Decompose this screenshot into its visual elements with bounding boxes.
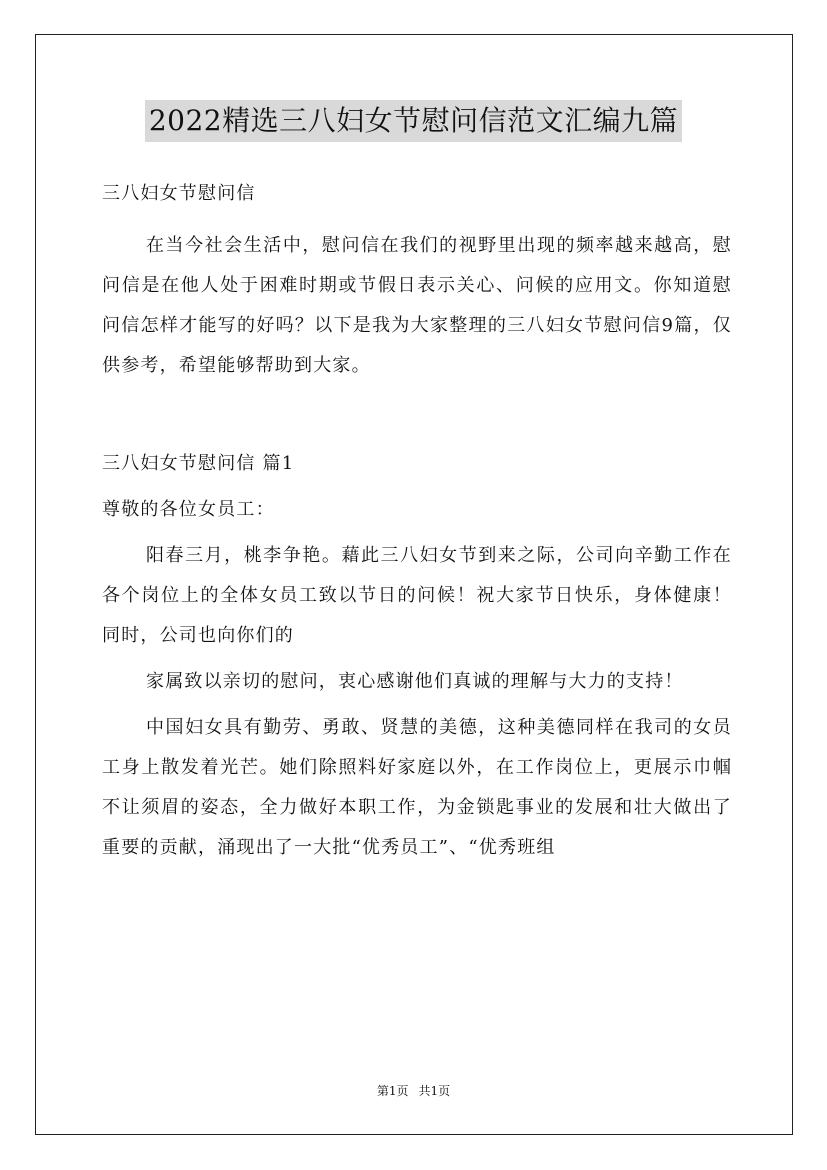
body-paragraph: 家属致以亲切的慰问，衷心感谢他们真诚的理解与大力的支持！ <box>146 671 684 692</box>
title-container <box>0 100 827 142</box>
body-paragraph: 阳春三月，桃李争艳。藉此三八妇女节到来之际，公司向辛勤工作在各个岗位上的全体女员工致以节日的问候！祝大家节日快乐，身体健康！同时，公司也向你们的 <box>102 545 732 646</box>
document-body <box>102 174 732 868</box>
total-pages: 共1页 <box>418 1084 451 1098</box>
salutation: 尊敬的各位女员工： <box>102 499 275 520</box>
page-footer <box>0 1083 827 1099</box>
article-heading: 三八妇女节慰问信 篇1 <box>102 453 295 474</box>
page-number: 第1页 <box>376 1084 409 1098</box>
document-title: 2022精选三八妇女节慰问信范文汇编九篇 <box>145 100 682 142</box>
section-heading: 三八妇女节慰问信 <box>102 183 256 204</box>
body-paragraph: 中国妇女具有勤劳、勇敢、贤慧的美德，这种美德同样在我司的女员工身上散发着光芒。她们除照料好家庭以外，在工作岗位上，更展示巾帼不让须眉的姿态，全力做好本职工作，为金锁匙事业的发展和壮大做出了重要的贡献，涌现出了一大批“优秀员工”、“优秀班组 <box>102 717 732 858</box>
intro-paragraph: 在当今社会生活中，慰问信在我们的视野里出现的频率越来越高，慰问信是在他人处于困难时期或节假日表示关心、问候的应用文。你知道慰问信怎样才能写的好吗？以下是我为大家整理的三八妇女节慰问信9篇，仅供参考，希望能够帮助到大家。 <box>102 235 732 376</box>
